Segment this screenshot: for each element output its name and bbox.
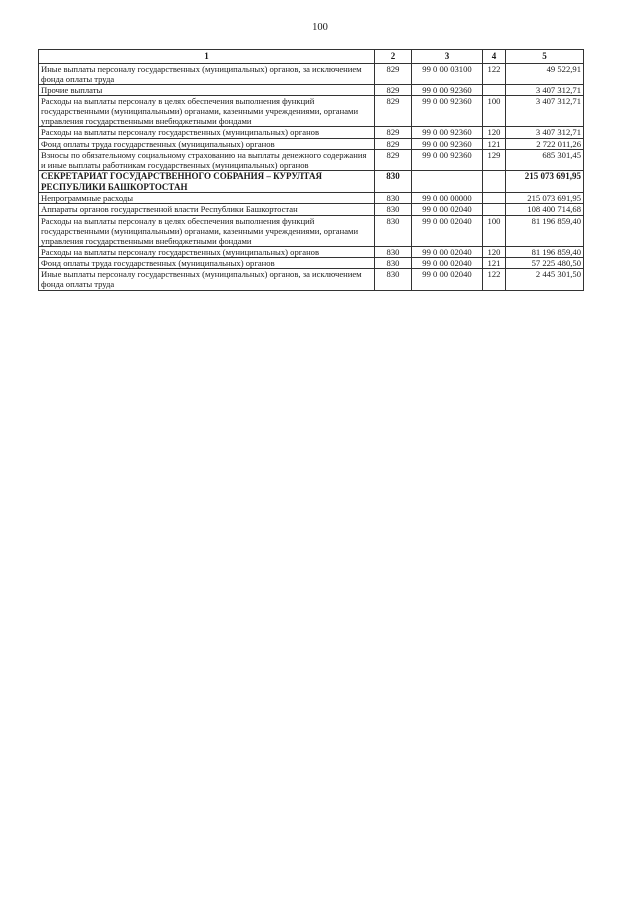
row-sum-cell: 3 407 312,71 xyxy=(506,84,584,95)
row-code-cell: 829 xyxy=(375,149,412,170)
row-vr-cell xyxy=(483,171,506,193)
row-name-cell: Взносы по обязательному социальному страхованию на выплаты денежного содержания и иные выплаты работникам государственных (муниципальных) органов xyxy=(39,149,375,170)
row-sum-cell: 685 301,45 xyxy=(506,149,584,170)
row-sum-cell: 3 407 312,71 xyxy=(506,127,584,138)
row-csr-cell: 99 0 00 92360 xyxy=(412,84,483,95)
row-vr-cell: 129 xyxy=(483,149,506,170)
row-name-cell: Аппараты органов государственной власти Республики Башкортостан xyxy=(39,204,375,215)
header-col-3: 3 xyxy=(412,50,483,64)
table-row xyxy=(39,171,584,193)
table-row xyxy=(39,84,584,95)
row-name-cell: Расходы на выплаты персоналу в целях обеспечения выполнения функций государственными (муниципальными) органами, казенными учреждениями, органами управления государственными внебюджетными фондами xyxy=(39,215,375,246)
table-row xyxy=(39,246,584,257)
row-code-cell: 830 xyxy=(375,215,412,246)
row-code-cell: 829 xyxy=(375,84,412,95)
header-col-4: 4 xyxy=(483,50,506,64)
row-code-cell: 829 xyxy=(375,138,412,149)
row-sum-cell: 2 445 301,50 xyxy=(506,269,584,290)
row-code-cell: 829 xyxy=(375,96,412,127)
table-row xyxy=(39,204,584,215)
row-sum-cell: 3 407 312,71 xyxy=(506,96,584,127)
row-name-cell: Фонд оплаты труда государственных (муниципальных) органов xyxy=(39,138,375,149)
row-csr-cell: 99 0 00 92360 xyxy=(412,149,483,170)
row-vr-cell xyxy=(483,84,506,95)
row-code-cell: 830 xyxy=(375,204,412,215)
table-row xyxy=(39,96,584,127)
row-name-cell: Расходы на выплаты персоналу в целях обеспечения выполнения функций государственными (муниципальными) органами, казенными учреждениями, органами управления государственными внебюджетными фондами xyxy=(39,96,375,127)
header-col-2: 2 xyxy=(375,50,412,64)
row-code-cell: 830 xyxy=(375,269,412,290)
row-sum-cell: 215 073 691,95 xyxy=(506,193,584,204)
row-sum-cell: 81 196 859,40 xyxy=(506,215,584,246)
row-vr-cell: 121 xyxy=(483,138,506,149)
row-name-cell: Расходы на выплаты персоналу государственных (муниципальных) органов xyxy=(39,246,375,257)
row-csr-cell: 99 0 00 92360 xyxy=(412,96,483,127)
table-row xyxy=(39,193,584,204)
row-name-cell: Иные выплаты персоналу государственных (муниципальных) органов, за исключением фонда оплаты труда xyxy=(39,63,375,84)
table-row xyxy=(39,258,584,269)
row-sum-cell: 57 225 480,50 xyxy=(506,258,584,269)
row-vr-cell: 120 xyxy=(483,127,506,138)
row-sum-cell: 108 400 714,68 xyxy=(506,204,584,215)
row-code-cell: 830 xyxy=(375,171,412,193)
row-vr-cell: 121 xyxy=(483,258,506,269)
row-sum-cell: 215 073 691,95 xyxy=(506,171,584,193)
row-vr-cell: 122 xyxy=(483,63,506,84)
row-csr-cell: 99 0 00 02040 xyxy=(412,269,483,290)
table-row xyxy=(39,138,584,149)
table-row xyxy=(39,269,584,290)
row-sum-cell: 2 722 011,26 xyxy=(506,138,584,149)
row-name-cell: Иные выплаты персоналу государственных (муниципальных) органов, за исключением фонда оплаты труда xyxy=(39,269,375,290)
row-csr-cell: 99 0 00 02040 xyxy=(412,215,483,246)
row-code-cell: 830 xyxy=(375,246,412,257)
header-col-5: 5 xyxy=(506,50,584,64)
row-name-cell: Расходы на выплаты персоналу государственных (муниципальных) органов xyxy=(39,127,375,138)
row-code-cell: 829 xyxy=(375,63,412,84)
row-vr-cell: 100 xyxy=(483,215,506,246)
row-csr-cell xyxy=(412,171,483,193)
row-csr-cell: 99 0 00 02040 xyxy=(412,246,483,257)
page-number: 100 xyxy=(312,22,328,33)
row-name-cell: СЕКРЕТАРИАТ ГОСУДАРСТВЕННОГО СОБРАНИЯ – КУРУЛТАЯ РЕСПУБЛИКИ БАШКОРТОСТАН xyxy=(39,171,375,193)
header-col-1: 1 xyxy=(39,50,375,64)
row-csr-cell: 99 0 00 02040 xyxy=(412,204,483,215)
row-name-cell: Непрограммные расходы xyxy=(39,193,375,204)
row-vr-cell xyxy=(483,193,506,204)
row-code-cell: 830 xyxy=(375,258,412,269)
row-sum-cell: 81 196 859,40 xyxy=(506,246,584,257)
row-vr-cell xyxy=(483,204,506,215)
row-csr-cell: 99 0 00 92360 xyxy=(412,127,483,138)
row-name-cell: Фонд оплаты труда государственных (муниципальных) органов xyxy=(39,258,375,269)
row-sum-cell: 49 522,91 xyxy=(506,63,584,84)
table-row xyxy=(39,215,584,246)
table-row xyxy=(39,149,584,170)
row-vr-cell: 120 xyxy=(483,246,506,257)
row-csr-cell: 99 0 00 92360 xyxy=(412,138,483,149)
table-row xyxy=(39,127,584,138)
row-csr-cell: 99 0 00 00000 xyxy=(412,193,483,204)
row-code-cell: 829 xyxy=(375,127,412,138)
row-csr-cell: 99 0 00 02040 xyxy=(412,258,483,269)
row-code-cell: 830 xyxy=(375,193,412,204)
row-csr-cell: 99 0 00 03100 xyxy=(412,63,483,84)
row-vr-cell: 100 xyxy=(483,96,506,127)
table-row xyxy=(39,63,584,84)
row-vr-cell: 122 xyxy=(483,269,506,290)
row-name-cell: Прочие выплаты xyxy=(39,84,375,95)
table-body xyxy=(39,63,584,290)
budget-table xyxy=(38,49,584,291)
table-header-row xyxy=(39,50,584,64)
